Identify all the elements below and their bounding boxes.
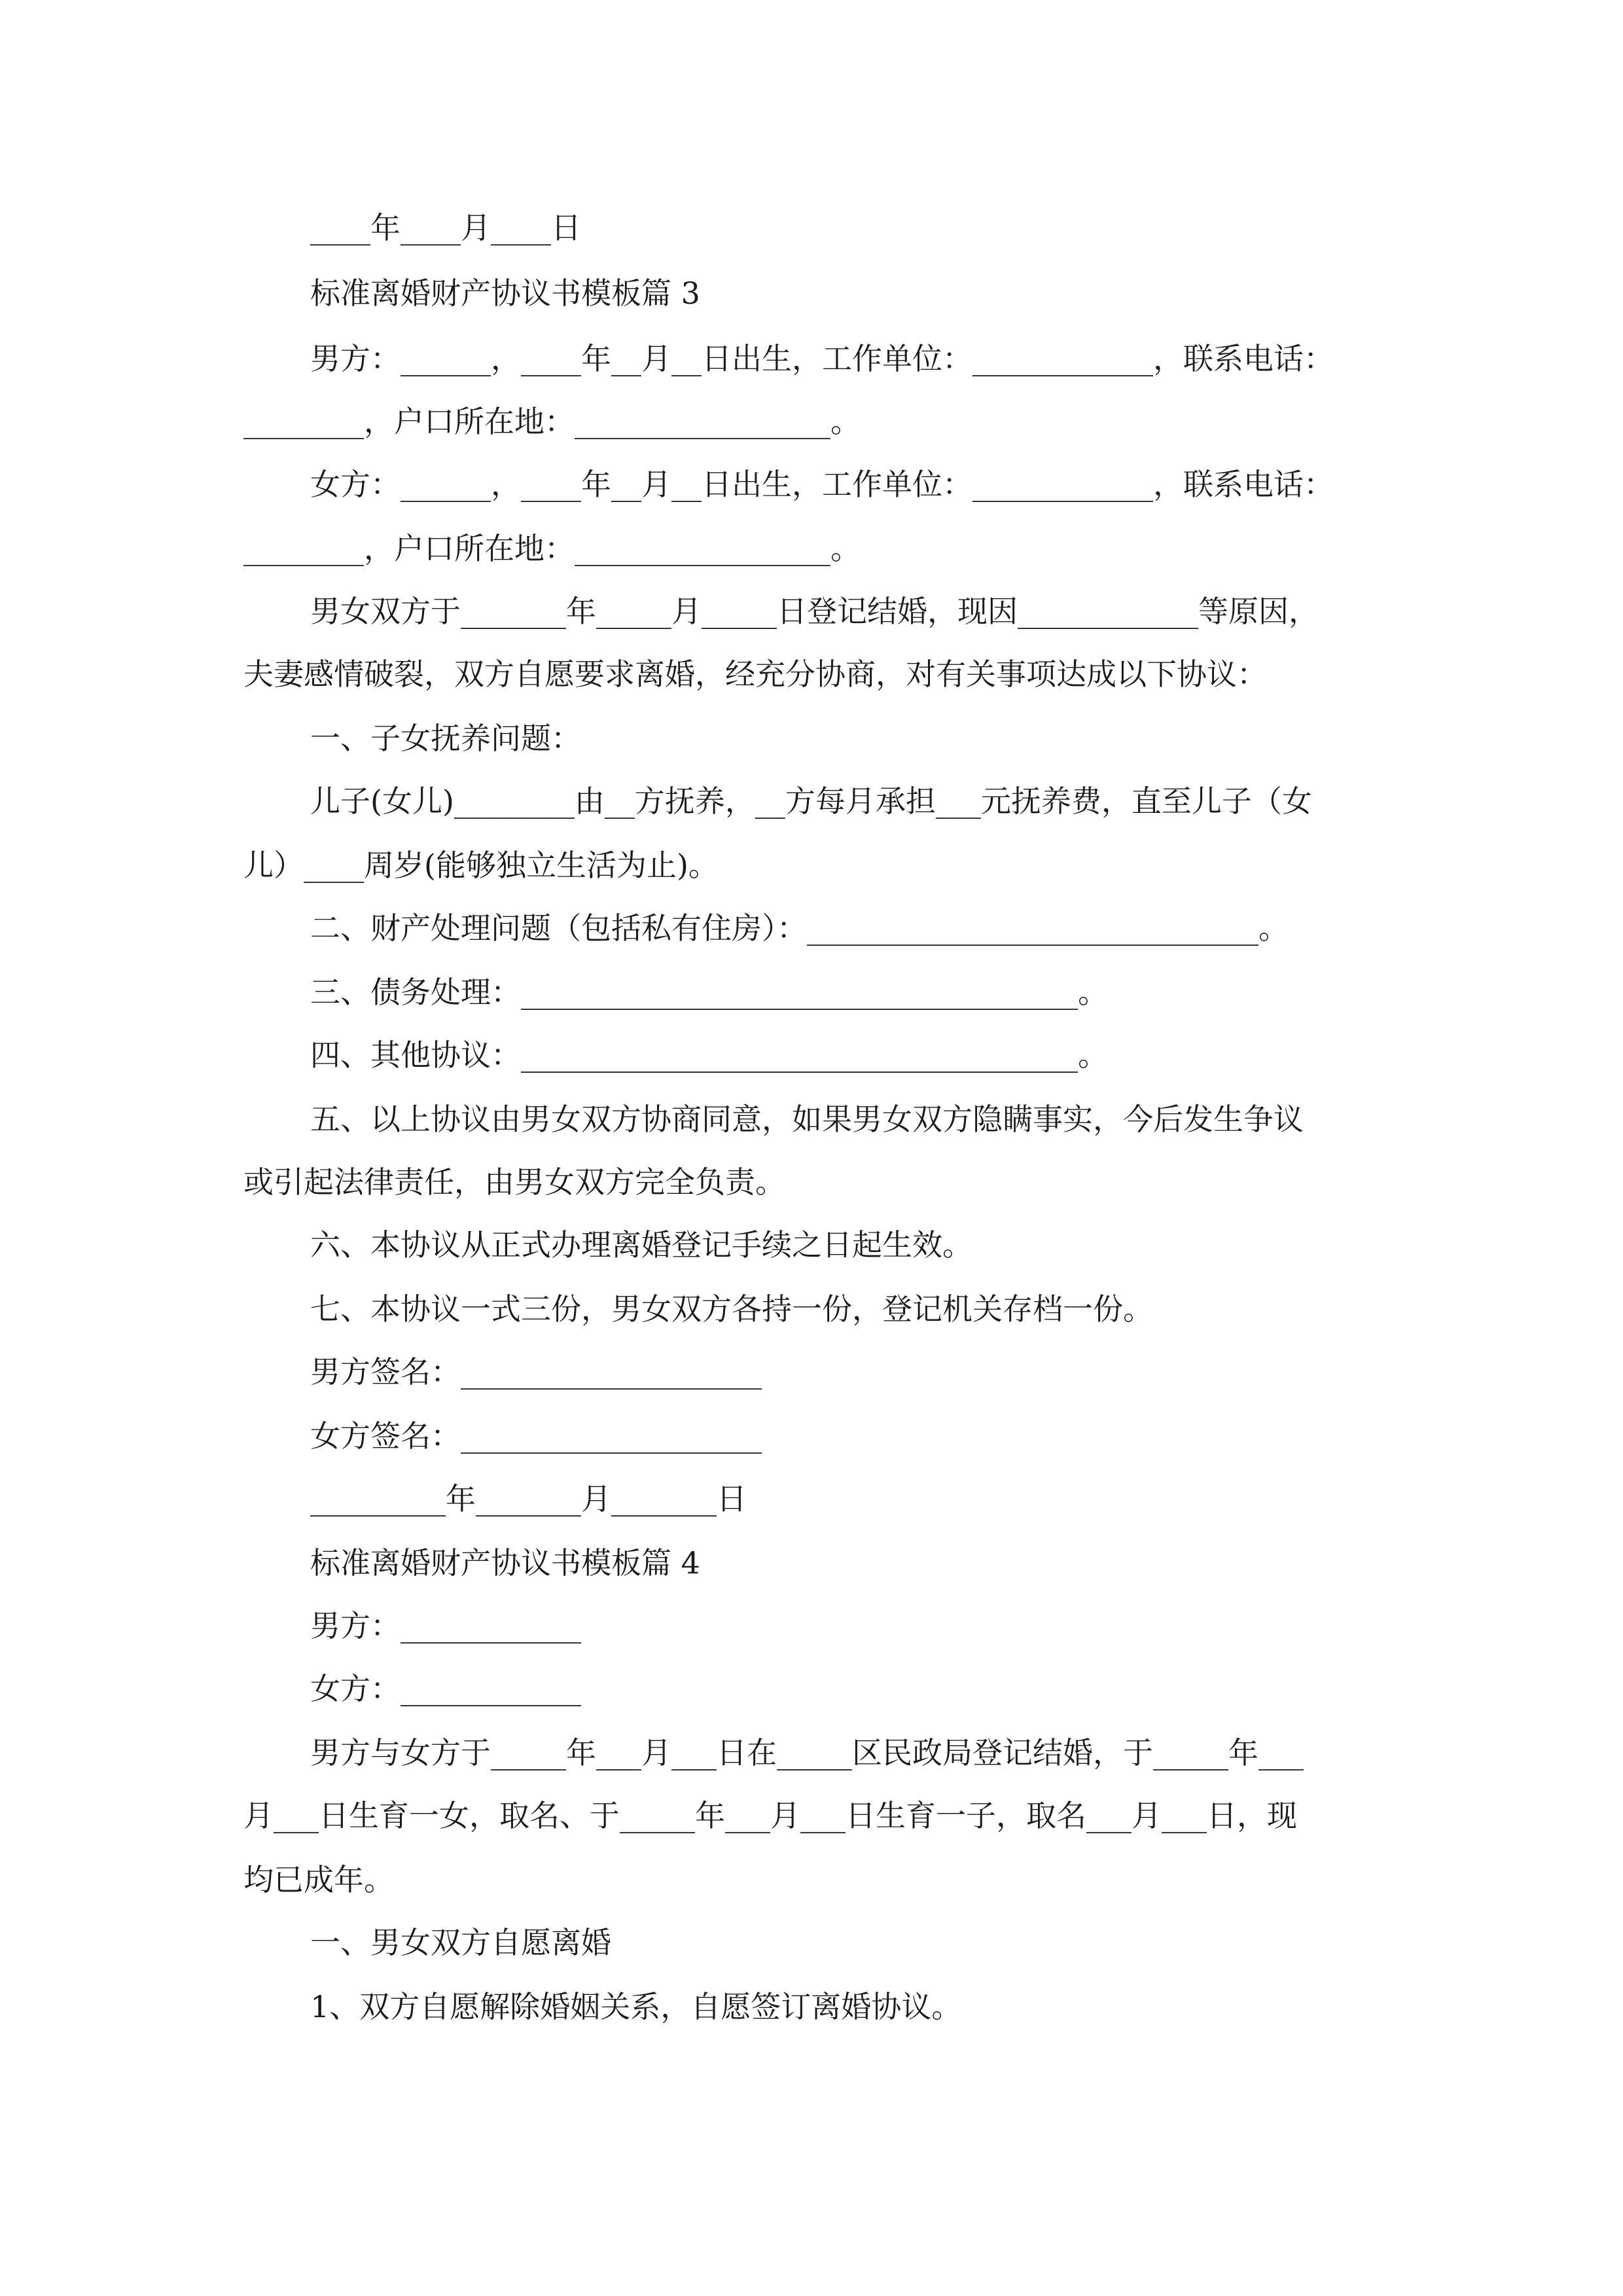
clause-line: 二、财产处理问题（包括私有住房）：______________________________。 — [310, 910, 1289, 946]
paragraph-line: 或引起法律责任，由男女双方完全负责。 — [243, 1164, 785, 1200]
signature-line-female: 女方签名：____________________ — [310, 1418, 762, 1454]
paragraph-line: 女方：______，____年__月__日出生，工作单位：____________，联系电话： — [310, 467, 1334, 502]
clause-line: 1、双方自愿解除婚姻关系，自愿签订离婚协议。 — [310, 1989, 962, 2024]
paragraph-line: ________，户口所在地：_________________。 — [243, 531, 861, 566]
paragraph-line: 夫妻感情破裂，双方自愿要求离婚，经充分协商，对有关事项达成以下协议： — [243, 656, 1267, 692]
section-heading: 标准离婚财产协议书模板篇 3 — [310, 276, 700, 311]
paragraph-line: 男方：______，____年__月__日出生，工作单位：____________，联系电话： — [310, 341, 1334, 376]
paragraph-line: 均已成年。 — [243, 1862, 394, 1897]
section-heading: 标准离婚财产协议书模板篇 4 — [310, 1545, 700, 1581]
clause-line: 三、债务处理：_____________________________________。 — [310, 975, 1108, 1010]
date-line: ____年____月____日 — [310, 210, 581, 245]
party-line-female: 女方：____________ — [310, 1671, 581, 1706]
clause-line: 五、以上协议由男女双方协商同意，如果男女双方隐瞒事实，今后发生争议 — [310, 1102, 1304, 1137]
clause-heading: 一、男女双方自愿离婚 — [310, 1925, 611, 1960]
paragraph-line: 儿子(女儿)________由__方抚养，__方每月承担___元抚养费，直至儿子（女 — [310, 783, 1312, 819]
signature-line-male: 男方签名：____________________ — [310, 1354, 762, 1390]
clause-line: 六、本协议从正式办理离婚登记手续之日起生效。 — [310, 1227, 972, 1263]
paragraph-line: 儿）____周岁(能够独立生活为止)。 — [243, 848, 719, 883]
clause-line: 七、本协议一式三份，男女双方各持一份，登记机关存档一份。 — [310, 1291, 1153, 1327]
party-line-male: 男方：____________ — [310, 1608, 581, 1643]
paragraph-line: ________，户口所在地：_________________。 — [243, 404, 861, 439]
paragraph-line: 男方与女方于_____年___月___日在_____区民政局登记结婚，于_____年___ — [310, 1735, 1304, 1770]
date-line: _________年_______月_______日 — [310, 1481, 747, 1516]
clause-line: 四、其他协议：_____________________________________。 — [310, 1037, 1108, 1073]
paragraph-line: 月___日生育一女，取名、于_____年___月___日生育一子，取名___月___日，现 — [243, 1798, 1297, 1833]
paragraph-line: 男女双方于_______年_____月_____日登记结婚，现因____________等原因， — [310, 594, 1319, 629]
clause-heading: 一、子女抚养问题： — [310, 721, 581, 756]
